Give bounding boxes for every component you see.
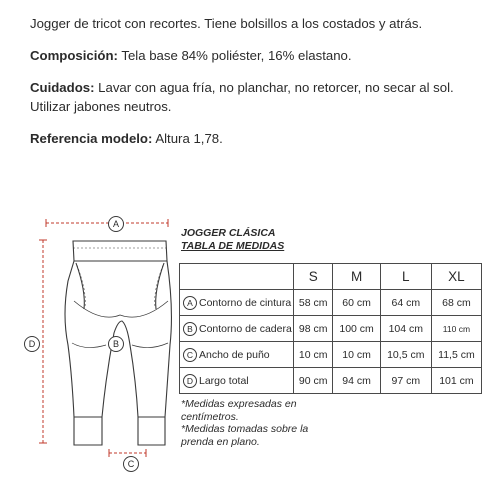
cell-value: 64 cm [380,290,431,316]
cell-value: 97 cm [380,368,431,394]
marker-a: A [108,216,124,232]
table-row [180,290,482,316]
marker-badge: D [183,374,197,388]
table-subtitle: TABLA DE MEDIDAS [181,240,285,252]
right-pocket [156,263,164,309]
cell-value: 11,5 cm [431,342,481,368]
care-label: Cuidados: [30,80,95,95]
reference-line [30,129,485,148]
header-size-xl: XL [431,264,481,290]
marker-badge: A [183,296,197,310]
note-units: *Medidas expresadas en centímetros. [181,398,297,423]
cell-value: 98 cm [294,316,333,342]
size-table [179,263,482,394]
cell-value: 68 cm [431,290,481,316]
header-empty [180,264,294,290]
cell-value: 10 cm [294,342,333,368]
table-row [180,342,482,368]
measure-label: Largo total [199,374,249,387]
note-flat: *Medidas tomadas sobre la prenda en plano. [181,423,309,448]
cell-value: 90 cm [294,368,333,394]
marker-badge: B [183,322,197,336]
header-size-s: S [294,264,333,290]
care-line [30,78,485,116]
size-header-row [180,264,482,290]
header-size-l: L [380,264,431,290]
row-label [180,290,294,316]
measure-label: Contorno de cintura [199,296,292,309]
reference-value: Altura 1,78. [155,131,223,146]
description-intro: Jogger de tricot con recortes. Tiene bolsillos a los costados y atrás. [30,16,423,31]
cell-value: 94 cm [333,368,380,394]
cell-value: 100 cm [333,316,380,342]
right-knee-panel [132,343,168,348]
reference-label: Referencia modelo: [30,131,153,146]
cell-value: 60 cm [333,290,380,316]
composition-value: Tela base 84% poliéster, 16% elastano. [121,48,352,63]
row-label [180,316,294,342]
marker-c: C [123,456,139,472]
table-row [180,368,482,394]
composition-label: Composición: [30,48,118,63]
table-title: JOGGER CLÁSICA [181,227,276,239]
size-table-title [181,227,284,253]
cell-value: 110 cm [431,316,481,342]
jogger-diagram [10,205,178,480]
marker-b: B [108,336,124,352]
waistband [73,241,167,261]
measurement-notes [181,398,341,448]
product-description [30,14,485,148]
cell-value: 58 cm [294,290,333,316]
cell-value: 10,5 cm [380,342,431,368]
cell-value: 10 cm [333,342,380,368]
left-pocket [76,263,84,309]
table-row [180,316,482,342]
composition-line [30,46,485,65]
row-label [180,368,294,394]
hip-yoke-seam [74,301,168,317]
cell-value: 104 cm [380,316,431,342]
measure-label: Ancho de puño [199,348,270,361]
care-value: Lavar con agua fría, no planchar, no retorcer, no secar al sol. Utilizar jabones neutros. [30,80,454,114]
header-size-m: M [333,264,380,290]
marker-badge: C [183,348,197,362]
marker-d: D [24,336,40,352]
left-knee-panel [72,343,106,348]
cell-value: 101 cm [431,368,481,394]
row-label [180,342,294,368]
measure-label: Contorno de cadera [199,322,292,335]
